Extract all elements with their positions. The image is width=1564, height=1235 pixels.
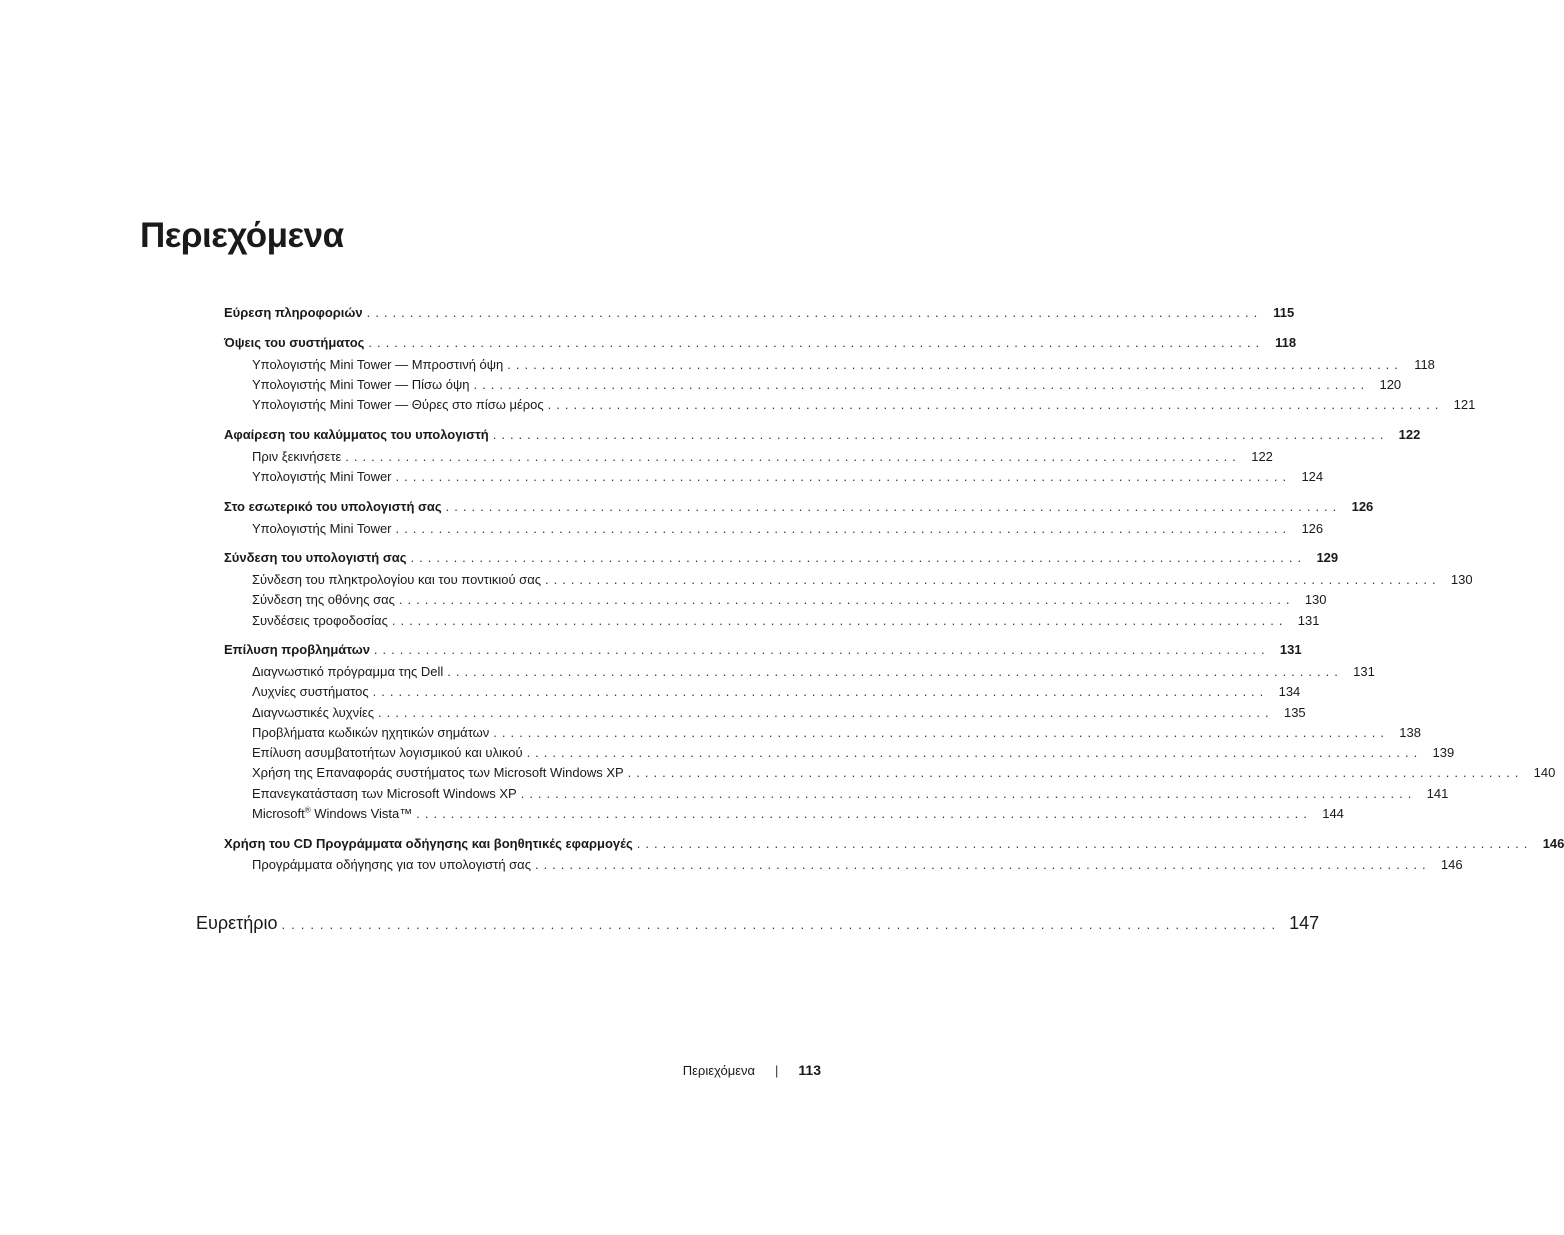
dot-leader: ........................................................................................................ bbox=[395, 521, 1292, 536]
dot-leader: ........................................................................................................ bbox=[391, 613, 1288, 628]
toc-entry-page: 131 bbox=[1279, 642, 1302, 657]
toc-entry-label bbox=[252, 806, 412, 822]
dot-leader: ........................................................................................................ bbox=[507, 357, 1403, 372]
toc-entry-label: Ευρετήριο bbox=[196, 913, 278, 933]
toc-entry-page: 131 bbox=[1353, 664, 1375, 679]
dot-leader: ........................................................................................................ bbox=[368, 335, 1265, 350]
toc-entry-page: 147 bbox=[1289, 913, 1320, 933]
toc-entry-page: 130 bbox=[1304, 592, 1327, 607]
toc-index-entry[interactable] bbox=[196, 912, 1320, 936]
toc-entry-label: Επίλυση προβλημάτων bbox=[224, 642, 370, 657]
page-title: Περιεχόμενα bbox=[140, 216, 344, 255]
toc-entry-label: Επίλυση ασυμβατοτήτων λογισμικού και υλικού bbox=[252, 745, 523, 760]
toc-entry-page: 144 bbox=[1322, 806, 1344, 821]
dot-leader: ........................................................................................................ bbox=[492, 427, 1389, 442]
toc-entry-label: Χρήση του CD Προγράμματα οδήγησης και βοηθητικές εφαρμογές bbox=[224, 836, 633, 851]
toc-entry-label: Χρήση της Επαναφοράς συστήματος των Microsoft Windows XP bbox=[252, 765, 624, 780]
toc-entry-label: Υπολογιστής Mini Tower — Θύρες στο πίσω μέρος bbox=[252, 397, 544, 412]
toc-entry[interactable] bbox=[224, 550, 1339, 566]
toc-entry-page: 131 bbox=[1297, 613, 1320, 628]
dot-leader: ........................................................................................................ bbox=[520, 786, 1417, 801]
dot-leader: ........................................................................................................ bbox=[395, 469, 1292, 484]
toc-entry-page: 126 bbox=[1301, 521, 1324, 536]
toc-entry-label: Υπολογιστής Mini Tower — Πίσω όψη bbox=[252, 377, 470, 392]
dot-leader: ........................................................................................................ bbox=[366, 305, 1263, 320]
toc-subentry[interactable] bbox=[252, 521, 1324, 537]
dot-leader: ........................................................................................................ bbox=[447, 664, 1343, 679]
toc-entry-page: 122 bbox=[1251, 449, 1273, 464]
toc-entry-page: 115 bbox=[1273, 305, 1295, 320]
toc-subentry[interactable] bbox=[252, 805, 1344, 822]
toc-subentry[interactable] bbox=[252, 765, 1556, 781]
dot-leader: ........................................................................................................ bbox=[345, 449, 1241, 464]
toc-entry-label: Σύνδεση της οθόνης σας bbox=[252, 592, 395, 607]
toc-entry-page: 146 bbox=[1440, 857, 1463, 872]
dot-leader: ........................................................................................................ bbox=[281, 917, 1282, 932]
toc-entry-label: Στο εσωτερικό του υπολογιστή σας bbox=[224, 499, 442, 514]
toc-entry[interactable] bbox=[224, 642, 1302, 658]
dot-leader: ........................................................................................................ bbox=[493, 725, 1389, 740]
label-text: Microsoft bbox=[252, 806, 305, 821]
dot-leader: ........................................................................................................ bbox=[636, 836, 1533, 851]
toc-entry-page: 124 bbox=[1301, 469, 1324, 484]
toc-subentry[interactable] bbox=[252, 705, 1306, 721]
toc-entry-page: 129 bbox=[1316, 550, 1339, 565]
toc-entry-label: Διαγνωστικές λυχνίες bbox=[252, 705, 375, 720]
toc-entry-page: 138 bbox=[1399, 725, 1421, 740]
toc-entry[interactable] bbox=[224, 335, 1297, 351]
toc-entry-label: Όψεις του συστήματος bbox=[224, 335, 365, 350]
dot-leader: ........................................................................................................ bbox=[445, 499, 1342, 514]
toc-entry-page: 118 bbox=[1414, 357, 1435, 372]
footer-page-number: 113 bbox=[798, 1062, 821, 1078]
dot-leader: ........................................................................................................ bbox=[547, 397, 1444, 412]
toc-entry-page: 140 bbox=[1533, 765, 1556, 780]
dot-leader: ........................................................................................................ bbox=[526, 745, 1423, 760]
label-text: Windows Vista™ bbox=[310, 806, 413, 821]
toc-subentry[interactable] bbox=[252, 357, 1435, 373]
toc-subentry[interactable] bbox=[252, 725, 1421, 741]
toc-entry-label: Υπολογιστής Mini Tower — Μπροστινή όψη bbox=[252, 357, 504, 372]
toc-subentry[interactable] bbox=[252, 377, 1402, 393]
toc-entry-label: Συνδέσεις τροφοδοσίας bbox=[252, 613, 388, 628]
toc-entry-label: Σύνδεση του πληκτρολογίου και του ποντικιού σας bbox=[252, 572, 541, 587]
toc-subentry[interactable] bbox=[252, 684, 1301, 700]
toc-entry-label: Υπολογιστής Mini Tower bbox=[252, 469, 392, 484]
toc-subentry[interactable] bbox=[252, 857, 1463, 873]
toc-subentry[interactable] bbox=[252, 397, 1476, 413]
toc-entry-label: Εύρεση πληροφοριών bbox=[224, 305, 363, 320]
dot-leader: ........................................................................................................ bbox=[416, 806, 1312, 821]
footer-separator: | bbox=[775, 1063, 779, 1078]
toc-subentry[interactable] bbox=[252, 613, 1320, 629]
toc-entry-label: Πριν ξεκινήσετε bbox=[252, 449, 342, 464]
toc-subentry[interactable] bbox=[252, 664, 1375, 680]
dot-leader: ........................................................................................................ bbox=[473, 377, 1370, 392]
toc-entry-label: Διαγνωστικό πρόγραμμα της Dell bbox=[252, 664, 444, 679]
toc-subentry[interactable] bbox=[252, 469, 1324, 485]
toc-entry-page: 118 bbox=[1275, 335, 1297, 350]
toc-entry-page: 122 bbox=[1398, 427, 1421, 442]
registered-mark: ® bbox=[304, 805, 311, 815]
toc-subentry[interactable] bbox=[252, 572, 1473, 588]
toc-entry[interactable] bbox=[224, 427, 1421, 443]
toc-subentry[interactable] bbox=[252, 786, 1449, 802]
toc-entry-page: 139 bbox=[1432, 745, 1455, 760]
page-footer bbox=[683, 1061, 821, 1080]
toc-entry[interactable] bbox=[224, 836, 1564, 852]
footer-section-title: Περιεχόμενα bbox=[682, 1063, 756, 1078]
toc-entry-label: Προγράμματα οδήγησης για τον υπολογιστή σας bbox=[252, 857, 531, 872]
toc-subentry[interactable] bbox=[252, 592, 1327, 608]
dot-leader: ........................................................................................................ bbox=[627, 765, 1524, 780]
toc-entry-page: 135 bbox=[1283, 705, 1306, 720]
toc-entry-page: 120 bbox=[1379, 377, 1402, 392]
toc-entry-page: 130 bbox=[1450, 572, 1473, 587]
toc-entry[interactable] bbox=[224, 305, 1295, 321]
dot-leader: ........................................................................................................ bbox=[398, 592, 1295, 607]
toc-entry-label: Υπολογιστής Mini Tower bbox=[252, 521, 392, 536]
toc-entry-page: 134 bbox=[1278, 684, 1301, 699]
toc-subentry[interactable] bbox=[252, 745, 1455, 761]
toc-entry-page: 126 bbox=[1351, 499, 1374, 514]
toc-entry-label: Προβλήματα κωδικών ηχητικών σημάτων bbox=[252, 725, 490, 740]
toc-entry-label: Αφαίρεση του καλύμματος του υπολογιστή bbox=[224, 427, 489, 442]
dot-leader: ........................................................................................................ bbox=[372, 684, 1269, 699]
toc-entry-label: Σύνδεση του υπολογιστή σας bbox=[224, 550, 407, 565]
toc-entry-page: 121 bbox=[1453, 397, 1476, 412]
toc-entry-label: Επανεγκατάσταση των Microsoft Windows XP bbox=[252, 786, 517, 801]
toc-subentry[interactable] bbox=[252, 449, 1273, 465]
dot-leader: ........................................................................................................ bbox=[373, 642, 1270, 657]
toc-entry[interactable] bbox=[224, 499, 1374, 515]
dot-leader: ........................................................................................................ bbox=[410, 550, 1307, 565]
dot-leader: ........................................................................................................ bbox=[544, 572, 1441, 587]
dot-leader: ........................................................................................................ bbox=[534, 857, 1431, 872]
toc-entry-label: Λυχνίες συστήματος bbox=[252, 684, 369, 699]
dot-leader: ........................................................................................................ bbox=[378, 705, 1274, 720]
toc-entry-page: 146 bbox=[1542, 836, 1564, 851]
toc-entry-page: 141 bbox=[1426, 786, 1449, 801]
